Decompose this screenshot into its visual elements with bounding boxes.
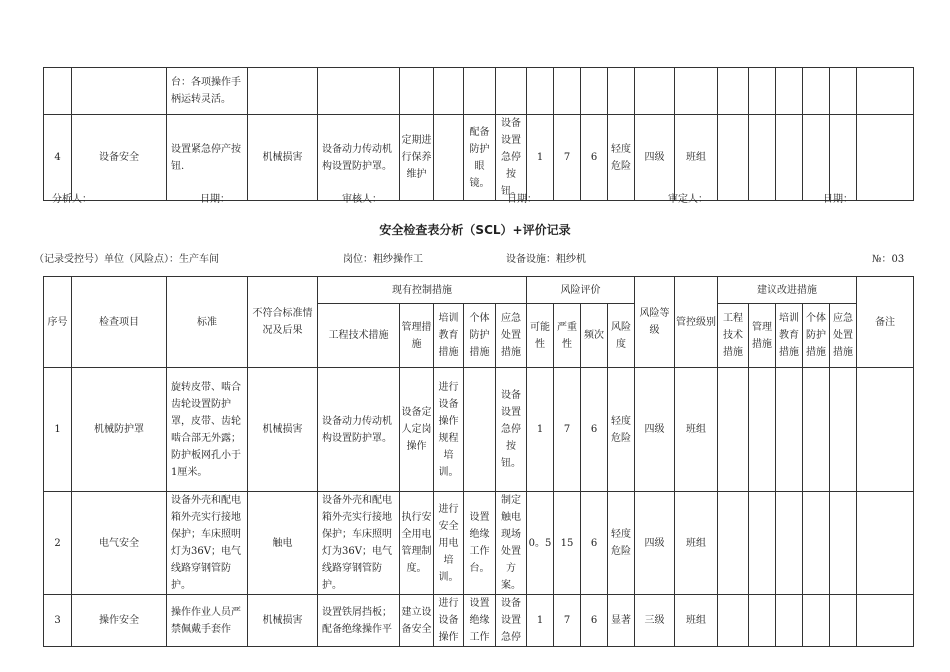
train-measure: 进行设备操作规程培训。 — [434, 368, 464, 492]
train-measure — [434, 115, 464, 201]
severity: 7 — [554, 595, 581, 647]
ppe-measure: 配备防护眼镜。 — [464, 115, 496, 201]
hazard-cell: 机械损害 — [248, 115, 318, 201]
emer-measure: 设备设置急停按钮。 — [496, 368, 527, 492]
col-remark: 备注 — [857, 277, 914, 368]
mgmt-measure: 定期进行保养维护 — [400, 115, 434, 201]
hazard-cell: 触电 — [248, 492, 318, 595]
control-level: 班组 — [675, 115, 718, 201]
train-measure: 进行设备操作 — [434, 595, 464, 647]
standard-cell: 操作作业人员严禁佩戴手套作 — [167, 595, 248, 647]
col-existing-measures: 现有控制措施 — [318, 277, 527, 304]
page-title: 安全检查表分析（SCL）+评价记录 — [379, 223, 571, 237]
ppe-measure: 设置绝缘工作台。 — [464, 492, 496, 595]
risk-degree: 轻度危险 — [608, 115, 635, 201]
row-number: 1 — [44, 368, 72, 492]
hazard-cell: 机械损害 — [248, 595, 318, 647]
row-number: 4 — [44, 115, 72, 201]
col-control-level: 管控级别 — [675, 277, 718, 368]
check-item: 设备安全 — [72, 115, 167, 201]
col-emer: 应急处置措施 — [496, 304, 527, 368]
risk-degree: 轻度危险 — [608, 492, 635, 595]
col-likelihood: 可能性 — [527, 304, 554, 368]
col-ppe: 个体防护措施 — [464, 304, 496, 368]
table-row — [44, 68, 914, 115]
emer-measure: 设备设置急停按钮。 — [496, 115, 527, 201]
risk-degree: 显著 — [608, 595, 635, 647]
col-suggested-measures: 建议改进措施 — [718, 277, 857, 304]
col-risk-degree: 风险度 — [608, 304, 635, 368]
likelihood: 1 — [527, 368, 554, 492]
eng-measure: 设备外壳和配电箱外壳实行接地保护；车床照明灯为36V；电气线路穿钢管防护。 — [318, 492, 400, 595]
likelihood: 1 — [527, 115, 554, 201]
risk-grade: 四级 — [635, 368, 675, 492]
check-item: 电气安全 — [72, 492, 167, 595]
date-label: 日期： — [507, 194, 537, 205]
eng-measure: 设置铁屑挡板；配备绝缘操作平 — [318, 595, 400, 647]
eng-measure: 设备动力传动机构设置防护罩。 — [318, 368, 400, 492]
scl-table — [43, 276, 914, 647]
mgmt-measure: 执行安全用电管理制度。 — [400, 492, 434, 595]
col-hazard: 不符合标准情况及后果 — [248, 277, 318, 368]
table-row — [44, 492, 914, 595]
eng-measure: 设备动力传动机构设置防护罩。 — [318, 115, 400, 201]
equipment-info: 设备设施：粗纱机 — [506, 254, 586, 265]
analyst-label: 分析人： — [52, 194, 92, 205]
date-label: 日期： — [823, 194, 853, 205]
severity: 7 — [554, 368, 581, 492]
standard-cell: 旋转皮带、啮合齿轮设置防护罩，皮带、齿轮啮合部无外露；防护板网孔小于1厘米。 — [167, 368, 248, 492]
risk-grade: 三级 — [635, 595, 675, 647]
col-s-emer: 应急处置措施 — [830, 304, 857, 368]
col-mgmt: 管理措施 — [400, 304, 434, 368]
col-severity: 严重性 — [554, 304, 581, 368]
hazard-cell: 机械损害 — [248, 368, 318, 492]
risk-grade: 四级 — [635, 492, 675, 595]
likelihood: 0。5 — [527, 492, 554, 595]
check-item: 机械防护罩 — [72, 368, 167, 492]
col-s-mgmt: 管理措施 — [749, 304, 776, 368]
emer-measure: 制定触电现场处置方案。 — [496, 492, 527, 595]
table-row — [44, 115, 914, 201]
col-no: 序号 — [44, 277, 72, 368]
date-label: 日期： — [200, 194, 230, 205]
row-number: 2 — [44, 492, 72, 595]
unit-info: （记录受控号）单位（风险点）：生产车间 — [34, 254, 219, 265]
col-s-train: 培训教育措施 — [776, 304, 803, 368]
table-row — [44, 595, 914, 647]
mgmt-measure: 建立设备安全 — [400, 595, 434, 647]
col-risk-eval: 风险评价 — [527, 277, 635, 304]
record-number: №：03 — [872, 254, 905, 265]
likelihood: 1 — [527, 595, 554, 647]
row-number: 3 — [44, 595, 72, 647]
reviewer-label: 审核人： — [342, 194, 382, 205]
emer-measure: 设备设置急停 — [496, 595, 527, 647]
col-s-ppe: 个体防护措施 — [803, 304, 830, 368]
standard-cell: 台：各项操作手柄运转灵活。 — [167, 68, 248, 115]
col-train: 培训教育措施 — [434, 304, 464, 368]
severity: 7 — [554, 115, 581, 201]
col-s-eng: 工程技术措施 — [718, 304, 749, 368]
ppe-measure — [464, 368, 496, 492]
top-table — [43, 67, 914, 201]
severity: 15 — [554, 492, 581, 595]
header-row — [44, 277, 914, 304]
train-measure: 进行安全用电培训。 — [434, 492, 464, 595]
risk-grade: 四级 — [635, 115, 675, 201]
control-level: 班组 — [675, 492, 718, 595]
frequency: 6 — [581, 595, 608, 647]
frequency: 6 — [581, 492, 608, 595]
col-risk-grade: 风险等级 — [635, 277, 675, 368]
col-item: 检查项目 — [72, 277, 167, 368]
standard-cell: 设备外壳和配电箱外壳实行接地保护；车床照明灯为36V；电气线路穿钢管防护。 — [167, 492, 248, 595]
table-row — [44, 368, 914, 492]
frequency: 6 — [581, 115, 608, 201]
col-standard: 标准 — [167, 277, 248, 368]
post-info: 岗位：粗纱操作工 — [343, 254, 423, 265]
standard-cell: 设置紧急停产按钮. — [167, 115, 248, 201]
check-item: 操作安全 — [72, 595, 167, 647]
control-level: 班组 — [675, 595, 718, 647]
col-frequency: 频次 — [581, 304, 608, 368]
risk-degree: 轻度危险 — [608, 368, 635, 492]
approver-label: 审定人： — [668, 194, 708, 205]
col-eng: 工程技术措施 — [318, 304, 400, 368]
control-level: 班组 — [675, 368, 718, 492]
ppe-measure: 设置绝缘工作 — [464, 595, 496, 647]
mgmt-measure: 设备定人定岗操作 — [400, 368, 434, 492]
frequency: 6 — [581, 368, 608, 492]
